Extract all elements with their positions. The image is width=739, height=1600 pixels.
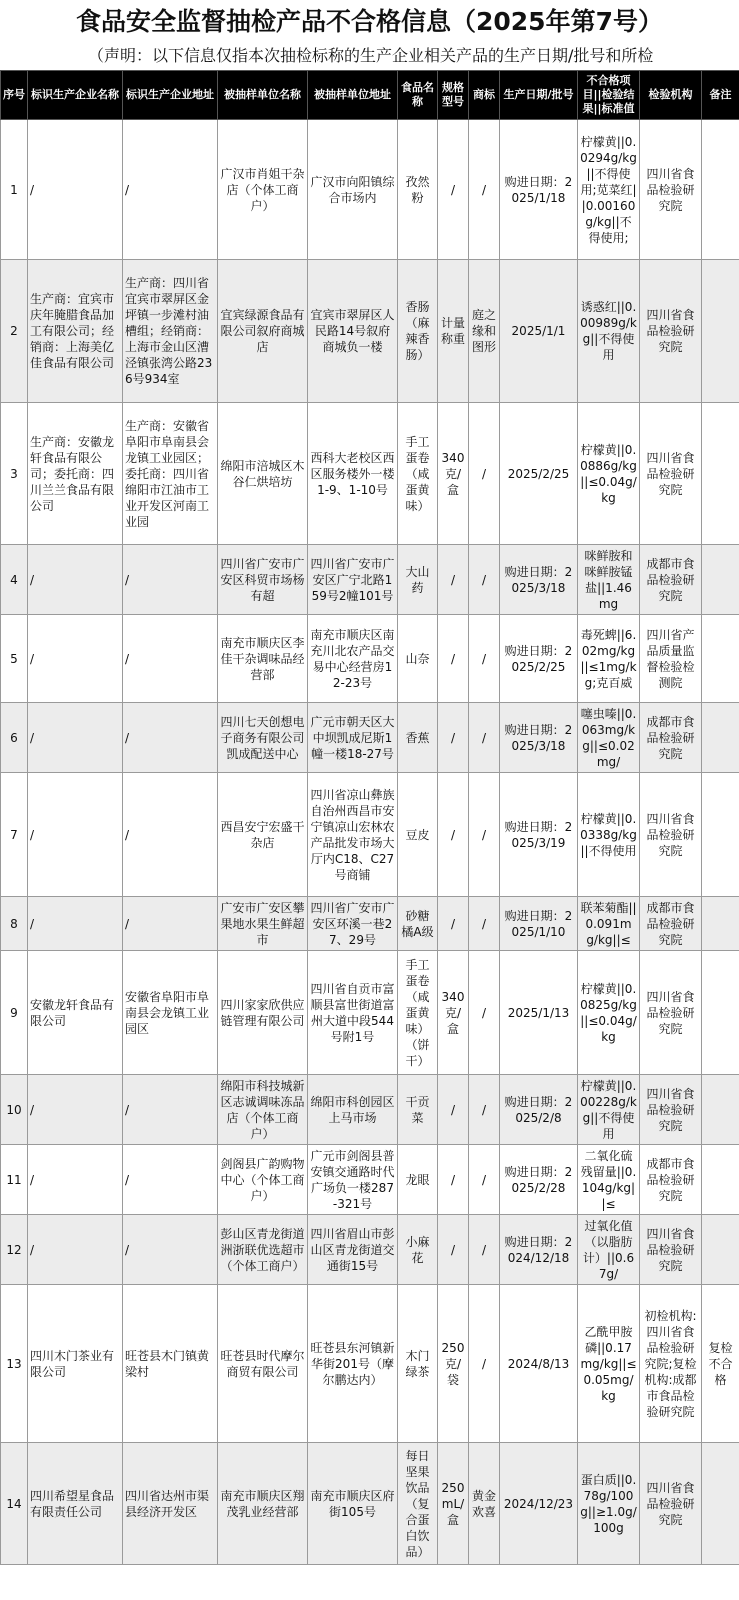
cell-brand: / [469, 403, 500, 545]
cell-brand: / [469, 545, 500, 615]
table-row [1, 403, 739, 545]
cell-brand: / [469, 703, 500, 773]
cell-failed-item: 柠檬黄||0.0338g/kg||不得使用 [578, 773, 640, 897]
cell-agency: 四川省食品检验研究院 [640, 1075, 702, 1145]
cell-sampled-address: 绵阳市科创园区上马市场 [308, 1075, 398, 1145]
cell-food-name: 大山药 [398, 545, 438, 615]
cell-sampled-address: 旺苍县东河镇新华街201号（摩尔鹏达内） [308, 1285, 398, 1443]
cell-date: 购进日期：2025/2/25 [500, 615, 578, 703]
table-row [1, 773, 739, 897]
cell-sampled-address: 四川省广安市广安区广宁北路159号2幢101号 [308, 545, 398, 615]
cell-failed-item: 二氧化硫残留量||0.104g/kg||≤ [578, 1145, 640, 1215]
cell-row-number: 4 [1, 545, 28, 615]
cell-sampled-unit: 宜宾绿源食品有限公司叙府商城店 [218, 260, 308, 403]
cell-failed-item: 柠檬黄||0.0886g/kg||≤0.04g/kg [578, 403, 640, 545]
cell-brand: / [469, 773, 500, 897]
table-row [1, 1285, 739, 1443]
cell-mfr-address: 四川省达州市渠县经济开发区 [123, 1443, 218, 1565]
cell-mfr-name: 四川木门茶业有限公司 [28, 1285, 123, 1443]
cell-food-name: 小麻花 [398, 1215, 438, 1285]
cell-sampled-unit: 绵阳市涪城区木谷仁烘培坊 [218, 403, 308, 545]
table-row [1, 615, 739, 703]
cell-brand: / [469, 1145, 500, 1215]
cell-date: 购进日期：2025/1/18 [500, 120, 578, 260]
cell-mfr-name: / [28, 703, 123, 773]
cell-agency: 四川省食品检验研究院 [640, 1443, 702, 1565]
page-title: 食品安全监督抽检产品不合格信息（2025年第7号） [76, 7, 663, 36]
col-header-food-name: 食品名称 [398, 71, 438, 120]
cell-mfr-address: / [123, 615, 218, 703]
cell-sampled-unit: 彭山区青龙街道洲浙联优选超市（个体工商户） [218, 1215, 308, 1285]
cell-failed-item: 柠檬黄||0.00228g/kg||不得使用 [578, 1075, 640, 1145]
cell-food-name: 手工蛋卷（咸蛋黄味） [398, 403, 438, 545]
cell-agency: 四川省食品检验研究院 [640, 260, 702, 403]
cell-date: 2024/12/23 [500, 1443, 578, 1565]
cell-spec: / [438, 1145, 469, 1215]
cell-mfr-address: / [123, 703, 218, 773]
cell-sampled-unit: 南充市顺庆区翔茂乳业经营部 [218, 1443, 308, 1565]
cell-sampled-unit: 绵阳市科技城新区志诚调味冻品店（个体工商户） [218, 1075, 308, 1145]
cell-sampled-unit: 四川家家欣供应链管理有限公司 [218, 951, 308, 1075]
disclaimer-text: （声明：以下信息仅指本次抽检标称的生产企业相关产品的生产日期/批号和所检 [88, 46, 654, 65]
cell-spec: / [438, 773, 469, 897]
cell-spec: / [438, 1075, 469, 1145]
cell-mfr-name: / [28, 120, 123, 260]
cell-sampled-unit: 剑阁县广韵购物中心（个体工商户） [218, 1145, 308, 1215]
table-row [1, 1075, 739, 1145]
cell-date: 购进日期：2024/12/18 [500, 1215, 578, 1285]
cell-mfr-address: / [123, 120, 218, 260]
cell-mfr-name: / [28, 897, 123, 951]
col-header-mfr-name: 标识生产企业名称 [28, 71, 123, 120]
cell-food-name: 豆皮 [398, 773, 438, 897]
cell-sampled-address: 南充市顺庆区府街105号 [308, 1443, 398, 1565]
cell-sampled-address: 四川省自贡市富顺县富世街道富州大道中段544号附1号 [308, 951, 398, 1075]
cell-sampled-unit: 旺苍县时代摩尔商贸有限公司 [218, 1285, 308, 1443]
cell-failed-item: 诱惑红||0.00989g/kg||不得使用 [578, 260, 640, 403]
cell-date: 2024/8/13 [500, 1285, 578, 1443]
cell-brand: / [469, 1075, 500, 1145]
cell-sampled-address: 西科大老校区西区服务楼外一楼1-9、1-10号 [308, 403, 398, 545]
cell-remark [702, 1443, 739, 1565]
cell-food-name: 砂糖橘A级 [398, 897, 438, 951]
cell-food-name: 香肠（麻辣香肠） [398, 260, 438, 403]
cell-mfr-name: / [28, 773, 123, 897]
cell-brand: / [469, 1285, 500, 1443]
cell-failed-item: 咪鲜胺和咪鲜胺锰盐||1.46mg [578, 545, 640, 615]
table-row [1, 897, 739, 951]
cell-row-number: 7 [1, 773, 28, 897]
cell-sampled-address: 广元市剑阁县普安镇交通路时代广场负一楼287-321号 [308, 1145, 398, 1215]
cell-remark [702, 1075, 739, 1145]
cell-date: 2025/1/1 [500, 260, 578, 403]
cell-sampled-address: 四川省广安市广安区环溪一巷27、29号 [308, 897, 398, 951]
cell-brand: / [469, 615, 500, 703]
table-row [1, 703, 739, 773]
cell-mfr-address: 旺苍县木门镇黄梁村 [123, 1285, 218, 1443]
cell-agency: 四川省食品检验研究院 [640, 951, 702, 1075]
cell-mfr-name: / [28, 545, 123, 615]
cell-spec: / [438, 897, 469, 951]
cell-food-name: 手工蛋卷（咸蛋黄味）（饼干） [398, 951, 438, 1075]
cell-brand: 庭之缘和图形 [469, 260, 500, 403]
cell-agency: 成都市食品检验研究院 [640, 703, 702, 773]
cell-brand: 黄金欢喜 [469, 1443, 500, 1565]
col-header-mfr-address: 标识生产企业地址 [123, 71, 218, 120]
cell-failed-item: 乙酰甲胺磷||0.17mg/kg||≤0.05mg/kg [578, 1285, 640, 1443]
cell-mfr-name: / [28, 615, 123, 703]
table-row [1, 260, 739, 403]
cell-date: 购进日期：2025/2/28 [500, 1145, 578, 1215]
cell-mfr-address: / [123, 545, 218, 615]
cell-row-number: 13 [1, 1285, 28, 1443]
cell-remark [702, 615, 739, 703]
cell-date: 购进日期：2025/3/18 [500, 703, 578, 773]
cell-row-number: 11 [1, 1145, 28, 1215]
cell-brand: / [469, 897, 500, 951]
cell-mfr-name: 生产商：宜宾市庆年腌腊食品加工有限公司；经销商：上海美亿佳食品有限公司 [28, 260, 123, 403]
cell-food-name: 香蕉 [398, 703, 438, 773]
cell-agency: 四川省食品检验研究院 [640, 120, 702, 260]
cell-failed-item: 柠檬黄||0.0825g/kg||≤0.04g/kg [578, 951, 640, 1075]
cell-row-number: 9 [1, 951, 28, 1075]
cell-row-number: 14 [1, 1443, 28, 1565]
cell-spec: / [438, 1215, 469, 1285]
cell-failed-item: 过氧化值（以脂肪计）||0.67g/ [578, 1215, 640, 1285]
cell-row-number: 2 [1, 260, 28, 403]
cell-spec: 250mL/盒 [438, 1443, 469, 1565]
cell-sampled-address: 广元市朝天区大中坝凯成尼斯1幢一楼18-27号 [308, 703, 398, 773]
cell-remark [702, 545, 739, 615]
cell-spec: 340克/盒 [438, 951, 469, 1075]
cell-sampled-address: 四川省凉山彝族自治州西昌市安宁镇凉山宏林农产品批发市场大厅内C18、C27号商铺 [308, 773, 398, 897]
cell-failed-item: 柠檬黄||0.0294g/kg||不得使用;苋菜红||0.00160g/kg||不得使用; [578, 120, 640, 260]
cell-sampled-unit: 四川省广安市广安区科贸市场杨有超 [218, 545, 308, 615]
cell-sampled-address: 广汉市向阳镇综合市场内 [308, 120, 398, 260]
cell-mfr-address: / [123, 1075, 218, 1145]
cell-row-number: 1 [1, 120, 28, 260]
cell-mfr-name: / [28, 1215, 123, 1285]
col-header-agency: 检验机构 [640, 71, 702, 120]
cell-remark [702, 1215, 739, 1285]
cell-agency: 四川省食品检验研究院 [640, 403, 702, 545]
cell-mfr-address: / [123, 1145, 218, 1215]
cell-spec: 250克/袋 [438, 1285, 469, 1443]
cell-spec: / [438, 545, 469, 615]
cell-spec: 计量称重 [438, 260, 469, 403]
cell-date: 2025/2/25 [500, 403, 578, 545]
cell-row-number: 8 [1, 897, 28, 951]
cell-food-name: 每日坚果饮品（复合蛋白饮品） [398, 1443, 438, 1565]
table-row [1, 951, 739, 1075]
cell-remark [702, 260, 739, 403]
cell-sampled-address: 宜宾市翠屏区人民路14号叙府商城负一楼 [308, 260, 398, 403]
col-header-sampled-address: 被抽样单位地址 [308, 71, 398, 120]
col-header-brand: 商标 [469, 71, 500, 120]
cell-remark [702, 120, 739, 260]
cell-food-name: 干贡菜 [398, 1075, 438, 1145]
cell-date: 购进日期：2025/1/10 [500, 897, 578, 951]
cell-mfr-address: / [123, 1215, 218, 1285]
cell-sampled-address: 四川省眉山市彭山区青龙街道交通街15号 [308, 1215, 398, 1285]
cell-food-name: 孜然粉 [398, 120, 438, 260]
cell-mfr-name: 四川希望星食品有限责任公司 [28, 1443, 123, 1565]
cell-row-number: 5 [1, 615, 28, 703]
cell-date: 购进日期：2025/3/19 [500, 773, 578, 897]
col-header-spec: 规格型号 [438, 71, 469, 120]
cell-failed-item: 噻虫嗪||0.063mg/kg||≤0.02mg/ [578, 703, 640, 773]
cell-mfr-name: / [28, 1145, 123, 1215]
cell-sampled-unit: 四川七天创想电子商务有限公司凯成配送中心 [218, 703, 308, 773]
cell-row-number: 6 [1, 703, 28, 773]
cell-mfr-address: 安徽省阜阳市阜南县会龙镇工业园区 [123, 951, 218, 1075]
cell-mfr-address: / [123, 897, 218, 951]
col-header-date: 生产日期/批号 [500, 71, 578, 120]
col-header-sampled-unit: 被抽样单位名称 [218, 71, 308, 120]
cell-date: 2025/1/13 [500, 951, 578, 1075]
inspection-table [0, 70, 739, 1565]
table-row [1, 545, 739, 615]
cell-food-name: 龙眼 [398, 1145, 438, 1215]
cell-sampled-address: 南充市顺庆区南充川北农产品交易中心经营房12-23号 [308, 615, 398, 703]
cell-food-name: 木门绿茶 [398, 1285, 438, 1443]
header-row [1, 71, 739, 120]
cell-remark [702, 703, 739, 773]
cell-sampled-unit: 南充市顺庆区李佳干杂调味品经营部 [218, 615, 308, 703]
cell-remark: 复检不合格 [702, 1285, 739, 1443]
cell-brand: / [469, 951, 500, 1075]
cell-row-number: 3 [1, 403, 28, 545]
cell-mfr-address: / [123, 773, 218, 897]
table-row [1, 1145, 739, 1215]
table-row [1, 1443, 739, 1565]
cell-spec: / [438, 120, 469, 260]
col-header-failed-item: 不合格项目||检验结果||标准值 [578, 71, 640, 120]
cell-failed-item: 联苯菊酯||0.091mg/kg||≤ [578, 897, 640, 951]
cell-remark [702, 897, 739, 951]
cell-row-number: 12 [1, 1215, 28, 1285]
cell-date: 购进日期：2025/3/18 [500, 545, 578, 615]
cell-mfr-address: 生产商：四川省宜宾市翠屏区金坪镇一步滩村油槽组；经销商：上海市金山区漕泾镇张湾公路236号934室 [123, 260, 218, 403]
cell-agency: 初检机构:四川省食品检验研究院;复检机构:成都市食品检验研究院 [640, 1285, 702, 1443]
cell-food-name: 山奈 [398, 615, 438, 703]
cell-mfr-name: 生产商：安徽龙轩食品有限公司；委托商：四川兰兰食品有限公司 [28, 403, 123, 545]
cell-remark [702, 403, 739, 545]
table-row [1, 120, 739, 260]
cell-mfr-name: / [28, 1075, 123, 1145]
cell-mfr-name: 安徽龙轩食品有限公司 [28, 951, 123, 1075]
cell-row-number: 10 [1, 1075, 28, 1145]
col-header-remark: 备注 [702, 71, 739, 120]
col-header-no: 序号 [1, 71, 28, 120]
cell-agency: 四川省食品检验研究院 [640, 1215, 702, 1285]
cell-agency: 四川省产品质量监督检验检测院 [640, 615, 702, 703]
cell-spec: / [438, 615, 469, 703]
cell-sampled-unit: 西昌安宁宏盛干杂店 [218, 773, 308, 897]
cell-mfr-address: 生产商：安徽省阜阳市阜南县会龙镇工业园区；委托商：四川省绵阳市江油市工业开发区河南工业园 [123, 403, 218, 545]
cell-remark [702, 773, 739, 897]
cell-agency: 成都市食品检验研究院 [640, 545, 702, 615]
cell-agency: 成都市食品检验研究院 [640, 897, 702, 951]
cell-agency: 四川省食品检验研究院 [640, 773, 702, 897]
cell-brand: / [469, 1215, 500, 1285]
table-row [1, 1215, 739, 1285]
cell-spec: / [438, 703, 469, 773]
cell-remark [702, 1145, 739, 1215]
cell-spec: 340克/盒 [438, 403, 469, 545]
cell-sampled-unit: 广汉市肖姐干杂店（个体工商户） [218, 120, 308, 260]
cell-sampled-unit: 广安市广安区攀果地水果生鲜超市 [218, 897, 308, 951]
cell-failed-item: 毒死蜱||6.02mg/kg||≤1mg/kg;克百威 [578, 615, 640, 703]
cell-brand: / [469, 120, 500, 260]
cell-date: 购进日期：2025/2/8 [500, 1075, 578, 1145]
cell-agency: 成都市食品检验研究院 [640, 1145, 702, 1215]
cell-remark [702, 951, 739, 1075]
cell-failed-item: 蛋白质||0.78g/100g||≥1.0g/100g [578, 1443, 640, 1565]
